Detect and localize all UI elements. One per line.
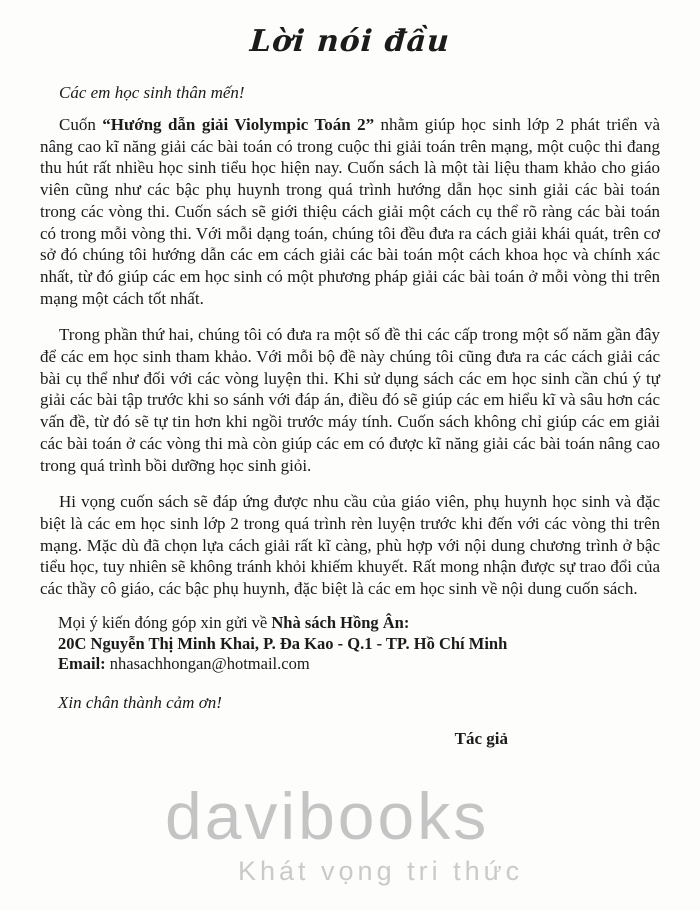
store-name-text: Nhà sách Hồng Ân: <box>271 612 410 632</box>
para1-rest: nhằm giúp học sinh lớp 2 phát triển và nâng cao kĩ năng giải các bài toán có trong cuộc thi giải toán trên mạng, một cuộc thi đang thu hút rất nhiều học sinh tiểu học hiện nay. Cuốn sách là một tài liệu tham khảo cho giáo viên cũng như các bậc phụ huynh trong quá trình hướng dẫn học sinh giải các bài toán trong các vòng thi. Cuốn sách sẽ giới thiệu cách giải một cách cụ thể rõ ràng các bài toán có trong mỗi vòng thi. Với mỗi dạng toán, chúng tôi đều đưa ra cách giải khái quát, trên cơ sở đó chúng tôi hướng dẫn các em cách giải các bài toán một cách khoa học và chính xác nhất, từ đó giúp các em học sinh có một phương pháp giải các bài toán ở mỗi vòng thi trên mạng một cách tốt nhất. <box>40 115 660 308</box>
contact-line-address: 20C Nguyễn Thị Minh Khai, P. Đa Kao - Q.1 - TP. Hồ Chí Minh <box>58 633 508 653</box>
para1-prefix: Cuốn <box>59 115 103 134</box>
email-label: Email: <box>58 654 106 674</box>
paragraph-2: Trong phần thứ hai, chúng tôi có đưa ra một số đề thi các cấp trong một số năm gần đây để các em học sinh tham khảo. Với mỗi bộ đề này chúng tôi cũng đưa ra các cách giải các bài cụ thể như đối với các vòng luyện thi. Khi sử dụng sách các em học sinh cần chú ý tự giải các bài tập trước khi so sánh với đáp án, điều đó sẽ giúp các em hiểu kĩ và sâu hơn các vấn đề, từ đó sẽ tự tin hơn khi ngồi trước máy tính. Cuốn sách không chỉ giúp các em giải các bài toán ở các vòng thi mà còn giúp các em có được kĩ năng giải các bài toán nâng cao trong quá trình bồi dưỡng học sinh giỏi. <box>40 325 660 475</box>
thanks-line: Xin chân thành cảm ơn! <box>58 693 222 713</box>
contact-block <box>40 613 660 675</box>
book-title-bold: “Hướng dẫn giải Violympic Toán 2” <box>102 115 375 134</box>
contact-line-feedback <box>58 613 660 634</box>
watermark-brand: davibooks <box>165 779 490 853</box>
watermark-slogan: Khát vọng tri thức <box>238 856 524 886</box>
feedback-prefix-text: Mọi ý kiến đóng góp xin gửi về <box>58 612 272 632</box>
author-signature: Tác giả <box>454 729 508 749</box>
contact-line-email <box>58 654 660 675</box>
paragraph-1 <box>40 114 660 309</box>
page-title: Lời nói đầu <box>248 24 452 59</box>
email-address: nhasachhongan@hotmail.com <box>105 654 310 674</box>
paragraph-3: Hi vọng cuốn sách sẽ đáp ứng được nhu cầu của giáo viên, phụ huynh học sinh và đặc biệt là các em học sinh lớp 2 trong quá trình rèn luyện trước khi đến với các vòng thi trên mạng. Mặc dù đã chọn lựa cách giải rất kĩ càng, phù hợp với nội dung chương trình ở bậc tiểu học, tuy nhiên sẽ không tránh khỏi khiếm khuyết. Rất mong nhận được sự trao đổi của các thầy cô giáo, các bậc phụ huynh, đặc biệt là các em học sinh về nội dung cuốn sách. <box>40 492 660 599</box>
greeting-line: Các em học sinh thân mến! <box>59 83 245 102</box>
